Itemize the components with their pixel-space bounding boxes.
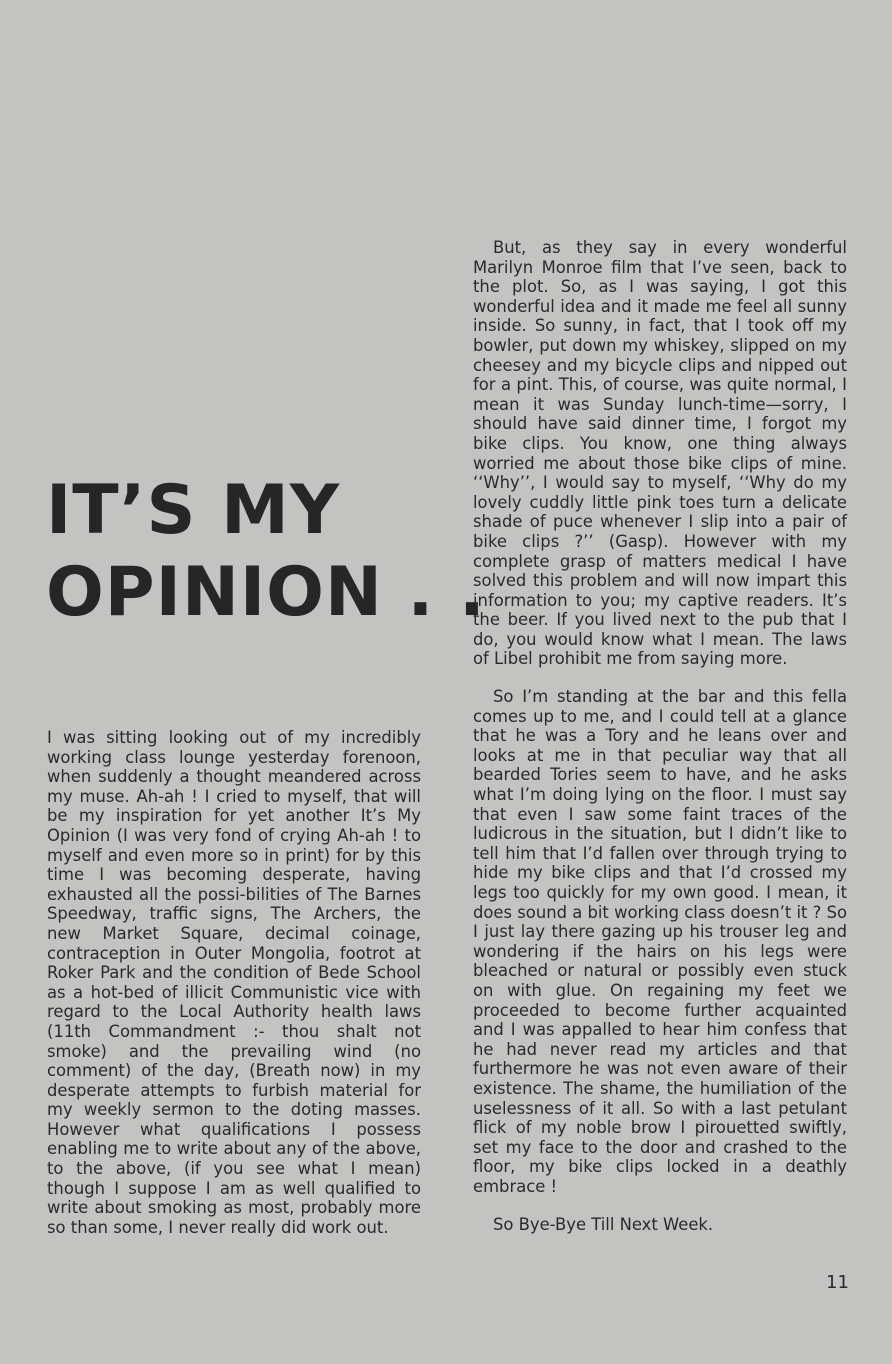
paragraph-intro: I was sitting looking out of my incredibly working class lounge yesterday forenoon, when suddenly a thought meandered across my muse. Ah-ah ! I cried to myself, that will be my inspiration for yet another It’s My Opinion (I was very fond of crying Ah-ah ! to myself and even more so in print) for by this time I was becoming desperate, having exhausted all the possi-bilities of The Barnes Speedway, traffic signs, The Archers, the new Market Square, decimal coinage, contraception in Outer Mongolia, footrot at Roker Park and the condition of Bede School as a hot-bed of illicit Communistic vice with regard to the Local Authority health laws (11th Commandment :- thou shalt not smoke) and the prevailing wind (no comment) of the day, (Breath now) in my desperate attempts to furbish material for my weekly sermon to the doting masses. However what qualifications I possess enabling me to write about any of the above, to the above, (if you see what I mean) though I suppose I am as well qualified to write about smoking as most, probably more so than some, I never really did work out. — [47, 728, 421, 1237]
heading-line-2: OPINION . . — [46, 553, 486, 632]
article-heading — [46, 470, 486, 634]
left-column — [47, 728, 421, 1237]
page-number: 11 — [826, 1272, 849, 1293]
signoff-text: So Bye-Bye Till Next Week. — [493, 1214, 714, 1234]
paragraph-bar: So I’m standing at the bar and this fella comes up to me, and I could tell at a glance that he was a Tory and he leans over and looks at me in that peculiar way that all bearded Tories seem to have, and he asks what I’m doing lying on the floor. I must say that even I saw some faint traces of the ludicrous in the situation, but I didn’t like to tell him that I’d fallen over through trying to hide my bike clips and that I’d crossed my legs too quickly for my own good. I mean, it does sound a bit working class doesn’t it ? So I just lay there gazing up his trouser leg and wondering if the hairs on his legs were bleached or natural or possibly even stuck on with glue. On regaining my feet we proceeded to become further acquainted and I was appalled to hear him confess that he had never read my articles and that furthermore he was not even aware of their existence. The shame, the humiliation of the uselessness of it all. So with a last petulant flick of my noble brow I pirouetted swiftly, set my face to the door and crashed to the floor, my bike clips locked in a deathly embrace ! — [473, 687, 848, 1196]
right-column — [473, 238, 847, 1234]
paragraph-plot: But, as they say in every wonderful Marilyn Monroe film that I’ve seen, back to the plot. So, as I was saying, I got this wonderful idea and it made me feel all sunny inside. So sunny, in fact, that I took off my bowler, put down my whiskey, slipped on my cheesey and my bicycle clips and nipped out for a pint. This, of course, was quite normal, I mean it was Sunday lunch-time—sorry, I should have said dinner time, I forgot my bike clips. You know, one thing always worried me about those bike clips of mine. ‘‘Why’’, I would say to myself, ‘‘Why do my lovely cuddly little pink toes turn a delicate shade of puce whenever I slip into a pair of bike clips ?’’ (Gasp). However with my complete grasp of matters medical I have solved this problem and will now impart this information to you; my captive readers. It’s the beer. If you lived next to the pub that I do, you would know what I mean. The laws of Libel prohibit me from saying more. — [473, 238, 847, 669]
heading-line-1: IT’S MY — [46, 471, 341, 550]
